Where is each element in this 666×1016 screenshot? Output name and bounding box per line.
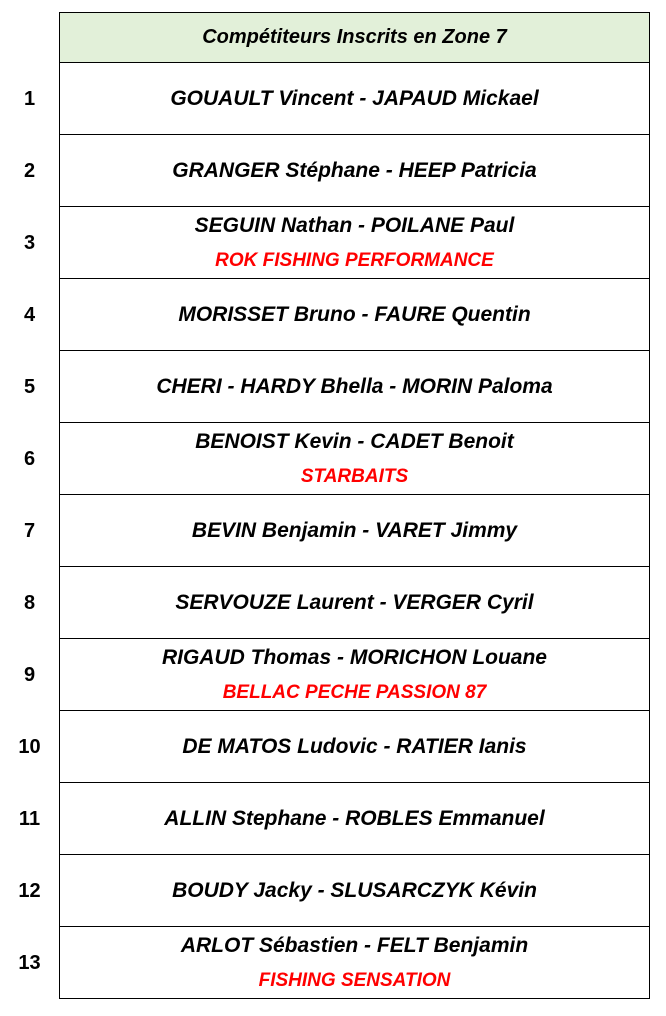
row-number: 3 bbox=[23, 231, 36, 254]
table-row bbox=[0, 855, 666, 927]
row-number: 10 bbox=[18, 735, 41, 758]
team-names: BOUDY Jacky - SLUSARCZYK Kévin bbox=[172, 878, 537, 902]
competitors-table bbox=[0, 12, 666, 999]
row-number: 6 bbox=[23, 447, 36, 470]
table-row bbox=[0, 711, 666, 783]
team-cell bbox=[59, 855, 650, 927]
table-row bbox=[0, 135, 666, 207]
team-names: RIGAUD Thomas - MORICHON Louane bbox=[161, 645, 547, 669]
team-club: FISHING SENSATION bbox=[258, 969, 451, 991]
table-row bbox=[0, 63, 666, 135]
team-club: BELLAC PECHE PASSION 87 bbox=[222, 681, 487, 703]
team-cell bbox=[59, 639, 650, 711]
row-number: 4 bbox=[23, 303, 36, 326]
row-number: 8 bbox=[23, 591, 36, 614]
team-cell bbox=[59, 207, 650, 279]
table-row bbox=[0, 495, 666, 567]
team-names: ARLOT Sébastien - FELT Benjamin bbox=[180, 933, 529, 957]
table-row bbox=[0, 783, 666, 855]
team-names: GOUAULT Vincent - JAPAUD Mickael bbox=[170, 86, 539, 110]
table-row bbox=[0, 423, 666, 495]
team-cell bbox=[59, 135, 650, 207]
team-cell bbox=[59, 783, 650, 855]
team-names: CHERI - HARDY Bhella - MORIN Paloma bbox=[156, 374, 553, 398]
team-names: SERVOUZE Laurent - VERGER Cyril bbox=[175, 590, 534, 614]
table-row bbox=[0, 639, 666, 711]
team-names: BEVIN Benjamin - VARET Jimmy bbox=[191, 518, 518, 542]
team-cell bbox=[59, 927, 650, 999]
team-names: MORISSET Bruno - FAURE Quentin bbox=[178, 302, 531, 326]
team-club: ROK FISHING PERFORMANCE bbox=[215, 249, 494, 271]
team-cell bbox=[59, 279, 650, 351]
row-number: 9 bbox=[23, 663, 36, 686]
team-names: BENOIST Kevin - CADET Benoit bbox=[195, 429, 514, 453]
team-cell bbox=[59, 351, 650, 423]
row-number: 13 bbox=[18, 951, 41, 974]
team-names: ALLIN Stephane - ROBLES Emmanuel bbox=[164, 806, 545, 830]
team-cell bbox=[59, 567, 650, 639]
table-header: Compétiteurs Inscrits en Zone 7 bbox=[59, 12, 650, 63]
table-row bbox=[0, 207, 666, 279]
team-cell bbox=[59, 423, 650, 495]
row-number: 1 bbox=[23, 87, 36, 110]
team-cell bbox=[59, 495, 650, 567]
team-names: SEGUIN Nathan - POILANE Paul bbox=[194, 213, 515, 237]
table-header-row bbox=[0, 12, 666, 63]
row-number: 7 bbox=[23, 519, 36, 542]
table-row bbox=[0, 567, 666, 639]
team-club: STARBAITS bbox=[300, 465, 409, 487]
row-number: 11 bbox=[18, 807, 41, 830]
table-row bbox=[0, 927, 666, 999]
row-number: 2 bbox=[23, 159, 36, 182]
table-row bbox=[0, 279, 666, 351]
row-number: 12 bbox=[18, 879, 41, 902]
team-names: GRANGER Stéphane - HEEP Patricia bbox=[172, 158, 537, 182]
row-number: 5 bbox=[23, 375, 36, 398]
team-cell bbox=[59, 711, 650, 783]
team-names: DE MATOS Ludovic - RATIER Ianis bbox=[182, 734, 527, 758]
team-cell bbox=[59, 63, 650, 135]
table-row bbox=[0, 351, 666, 423]
header-number-spacer bbox=[0, 12, 59, 63]
